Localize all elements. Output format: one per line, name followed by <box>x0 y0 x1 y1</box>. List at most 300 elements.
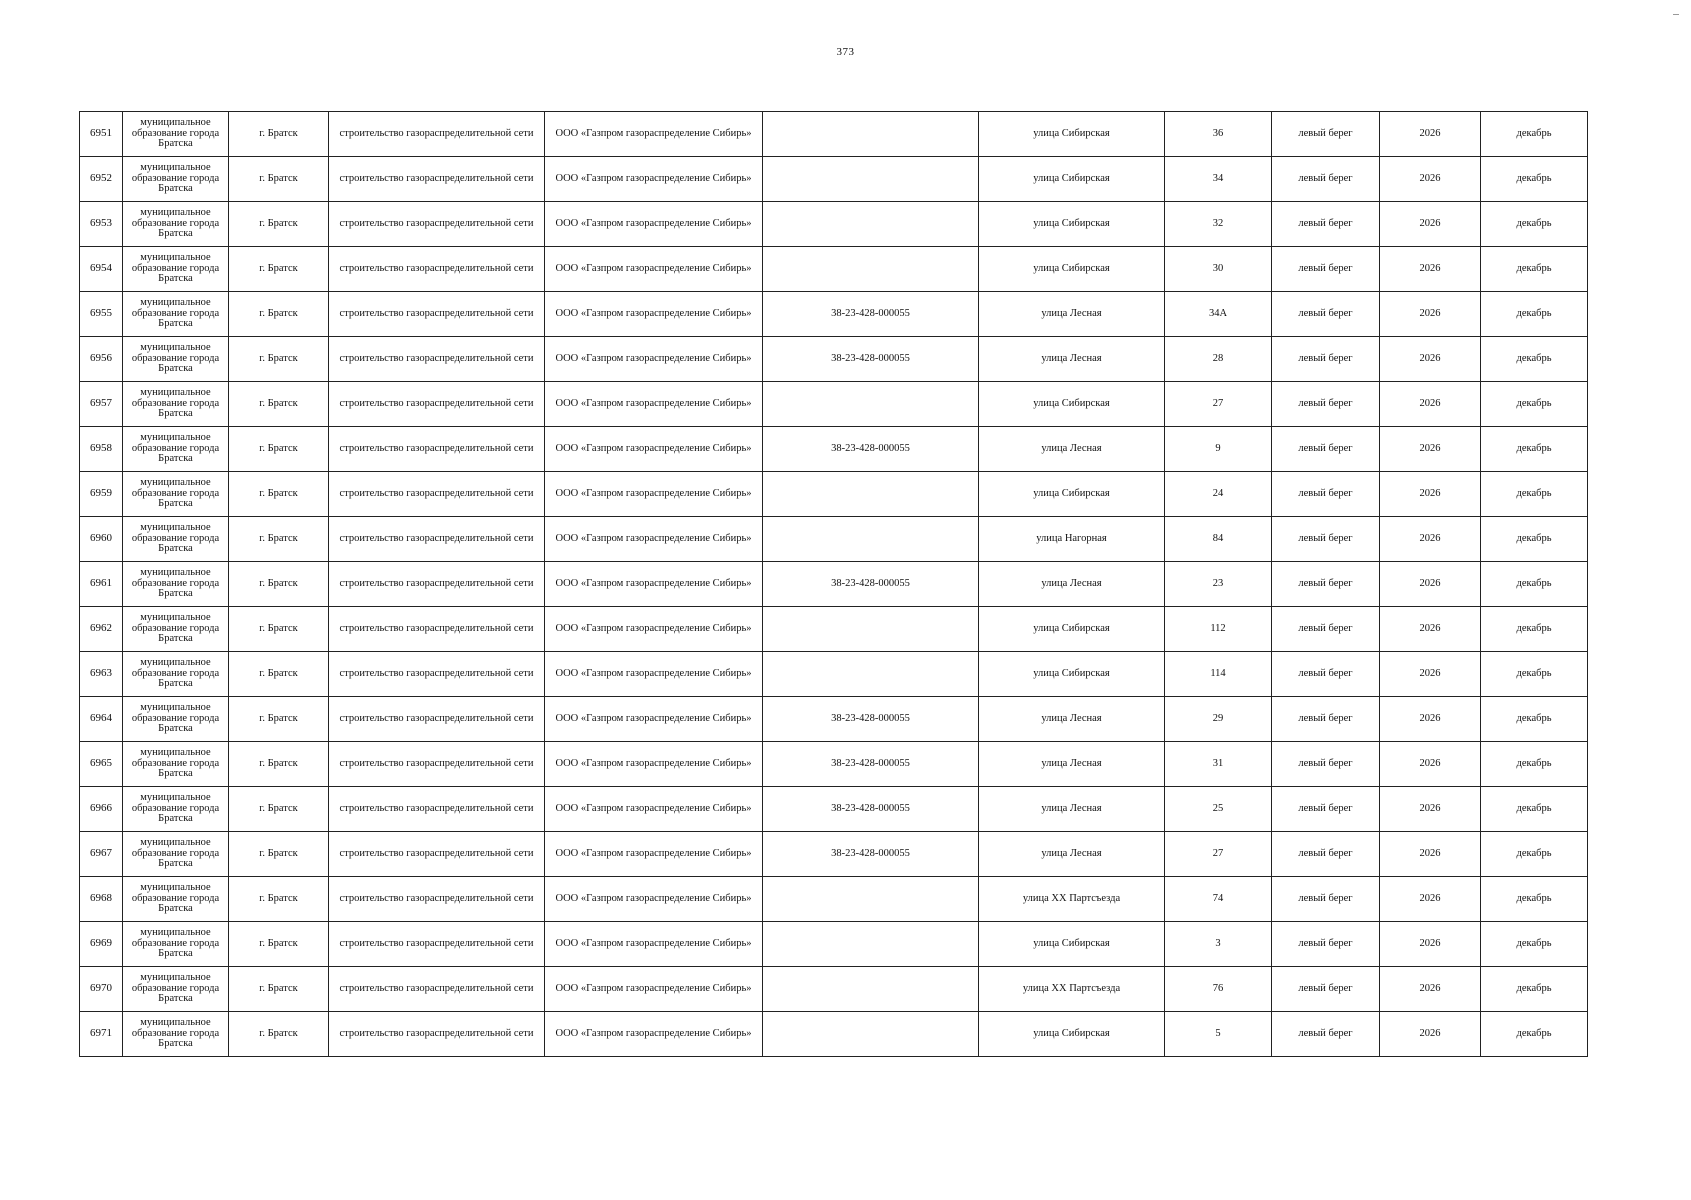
municipality-cell <box>123 1012 229 1057</box>
month-cell: декабрь <box>1481 247 1588 292</box>
organization-cell: ООО «Газпром газораспределение Сибирь» <box>545 472 763 517</box>
row-number-cell: 6954 <box>80 247 123 292</box>
registry-rows <box>80 112 1588 1057</box>
house-number-cell: 28 <box>1165 337 1272 382</box>
municipality-line: образование города <box>131 622 220 634</box>
municipality-line: Братска <box>158 183 193 195</box>
month-cell: декабрь <box>1481 382 1588 427</box>
municipality-cell <box>123 607 229 652</box>
month-cell: декабрь <box>1481 787 1588 832</box>
table-row <box>80 697 1588 742</box>
year-cell: 2026 <box>1380 427 1481 472</box>
municipality-line: муниципальное <box>140 296 211 308</box>
work-type-cell: строительство газораспределительной сети <box>329 967 545 1012</box>
zone-cell: левый берег <box>1272 292 1380 337</box>
work-type-cell: строительство газораспределительной сети <box>329 112 545 157</box>
table-row <box>80 1012 1588 1057</box>
year-cell: 2026 <box>1380 697 1481 742</box>
year-cell: 2026 <box>1380 562 1481 607</box>
zone-cell: левый берег <box>1272 832 1380 877</box>
municipality-line: муниципальное <box>140 251 211 263</box>
organization-cell: ООО «Газпром газораспределение Сибирь» <box>545 157 763 202</box>
month-cell: декабрь <box>1481 742 1588 787</box>
municipality-cell <box>123 652 229 697</box>
municipality-line: образование города <box>131 397 220 409</box>
municipality-line: муниципальное <box>140 1016 211 1028</box>
year-cell: 2026 <box>1380 1012 1481 1057</box>
municipality-line: образование города <box>131 757 220 769</box>
municipality-line: муниципальное <box>140 566 211 578</box>
organization-cell: ООО «Газпром газораспределение Сибирь» <box>545 922 763 967</box>
street-cell: улица Лесная <box>979 787 1165 832</box>
municipality-cell <box>123 247 229 292</box>
street-cell: улица Сибирская <box>979 1012 1165 1057</box>
municipality-cell <box>123 832 229 877</box>
municipality-line: Братска <box>158 408 193 420</box>
municipality-line: Братска <box>158 993 193 1005</box>
municipality-line: образование города <box>131 442 220 454</box>
organization-cell: ООО «Газпром газораспределение Сибирь» <box>545 112 763 157</box>
municipality-line: Братска <box>158 723 193 735</box>
year-cell: 2026 <box>1380 202 1481 247</box>
municipality-cell <box>123 877 229 922</box>
municipality-cell <box>123 337 229 382</box>
cadastral-number-cell: 38-23-428-000055 <box>763 787 979 832</box>
cadastral-number-cell: 38-23-428-000055 <box>763 697 979 742</box>
house-number-cell: 34А <box>1165 292 1272 337</box>
table-row <box>80 652 1588 697</box>
cadastral-number-cell <box>763 112 979 157</box>
year-cell: 2026 <box>1380 517 1481 562</box>
month-cell: декабрь <box>1481 922 1588 967</box>
municipality-cell <box>123 517 229 562</box>
house-number-cell: 29 <box>1165 697 1272 742</box>
month-cell: декабрь <box>1481 607 1588 652</box>
month-cell: декабрь <box>1481 202 1588 247</box>
zone-cell: левый берег <box>1272 382 1380 427</box>
municipality-cell <box>123 157 229 202</box>
table-row <box>80 787 1588 832</box>
zone-cell: левый берег <box>1272 967 1380 1012</box>
organization-cell: ООО «Газпром газораспределение Сибирь» <box>545 337 763 382</box>
table-row <box>80 247 1588 292</box>
zone-cell: левый берег <box>1272 562 1380 607</box>
month-cell: декабрь <box>1481 1012 1588 1057</box>
month-cell: декабрь <box>1481 517 1588 562</box>
year-cell: 2026 <box>1380 337 1481 382</box>
row-number-cell: 6961 <box>80 562 123 607</box>
municipality-line: Братска <box>158 903 193 915</box>
street-cell: улица XX Партсъезда <box>979 967 1165 1012</box>
cadastral-number-cell <box>763 472 979 517</box>
cadastral-number-cell: 38-23-428-000055 <box>763 427 979 472</box>
zone-cell: левый берег <box>1272 157 1380 202</box>
organization-cell: ООО «Газпром газораспределение Сибирь» <box>545 517 763 562</box>
street-cell: улица Нагорная <box>979 517 1165 562</box>
row-number-cell: 6952 <box>80 157 123 202</box>
cadastral-number-cell: 38-23-428-000055 <box>763 337 979 382</box>
table-row <box>80 472 1588 517</box>
row-number-cell: 6962 <box>80 607 123 652</box>
municipality-line: образование города <box>131 532 220 544</box>
municipality-line: муниципальное <box>140 521 211 533</box>
zone-cell: левый берег <box>1272 787 1380 832</box>
row-number-cell: 6963 <box>80 652 123 697</box>
table-row <box>80 517 1588 562</box>
cadastral-number-cell <box>763 877 979 922</box>
work-type-cell: строительство газораспределительной сети <box>329 607 545 652</box>
work-type-cell: строительство газораспределительной сети <box>329 292 545 337</box>
month-cell: декабрь <box>1481 652 1588 697</box>
municipality-line: муниципальное <box>140 386 211 398</box>
row-number-cell: 6958 <box>80 427 123 472</box>
work-type-cell: строительство газораспределительной сети <box>329 562 545 607</box>
table-row <box>80 742 1588 787</box>
month-cell: декабрь <box>1481 472 1588 517</box>
table-row <box>80 427 1588 472</box>
page-number: 373 <box>836 46 855 58</box>
house-number-cell: 76 <box>1165 967 1272 1012</box>
row-number-cell: 6967 <box>80 832 123 877</box>
house-number-cell: 9 <box>1165 427 1272 472</box>
municipality-line: Братска <box>158 228 193 240</box>
municipality-cell <box>123 112 229 157</box>
city-cell: г. Братск <box>229 787 329 832</box>
municipality-line: Братска <box>158 453 193 465</box>
house-number-cell: 114 <box>1165 652 1272 697</box>
year-cell: 2026 <box>1380 787 1481 832</box>
cadastral-number-cell: 38-23-428-000055 <box>763 292 979 337</box>
municipality-line: Братска <box>158 633 193 645</box>
month-cell: декабрь <box>1481 967 1588 1012</box>
municipality-line: Братска <box>158 588 193 600</box>
house-number-cell: 112 <box>1165 607 1272 652</box>
street-cell: улица Сибирская <box>979 157 1165 202</box>
organization-cell: ООО «Газпром газораспределение Сибирь» <box>545 742 763 787</box>
cadastral-number-cell <box>763 202 979 247</box>
year-cell: 2026 <box>1380 742 1481 787</box>
city-cell: г. Братск <box>229 877 329 922</box>
organization-cell: ООО «Газпром газораспределение Сибирь» <box>545 562 763 607</box>
table-row <box>80 292 1588 337</box>
work-type-cell: строительство газораспределительной сети <box>329 202 545 247</box>
house-number-cell: 3 <box>1165 922 1272 967</box>
cadastral-number-cell <box>763 967 979 1012</box>
municipality-line: муниципальное <box>140 476 211 488</box>
zone-cell: левый берег <box>1272 472 1380 517</box>
year-cell: 2026 <box>1380 472 1481 517</box>
row-number-cell: 6971 <box>80 1012 123 1057</box>
zone-cell: левый берег <box>1272 697 1380 742</box>
row-number-cell: 6960 <box>80 517 123 562</box>
house-number-cell: 24 <box>1165 472 1272 517</box>
cadastral-number-cell <box>763 517 979 562</box>
house-number-cell: 5 <box>1165 1012 1272 1057</box>
table-row <box>80 382 1588 427</box>
municipality-line: муниципальное <box>140 611 211 623</box>
street-cell: улица Сибирская <box>979 202 1165 247</box>
house-number-cell: 25 <box>1165 787 1272 832</box>
cadastral-number-cell <box>763 607 979 652</box>
row-number-cell: 6956 <box>80 337 123 382</box>
cadastral-number-cell <box>763 382 979 427</box>
municipality-line: Братска <box>158 543 193 555</box>
row-number-cell: 6955 <box>80 292 123 337</box>
municipality-line: Братска <box>158 498 193 510</box>
street-cell: улица Лесная <box>979 742 1165 787</box>
municipality-cell <box>123 427 229 472</box>
city-cell: г. Братск <box>229 337 329 382</box>
organization-cell: ООО «Газпром газораспределение Сибирь» <box>545 292 763 337</box>
registry-table <box>79 111 1588 1057</box>
year-cell: 2026 <box>1380 967 1481 1012</box>
table-row <box>80 967 1588 1012</box>
house-number-cell: 34 <box>1165 157 1272 202</box>
table-row <box>80 337 1588 382</box>
organization-cell: ООО «Газпром газораспределение Сибирь» <box>545 607 763 652</box>
municipality-cell <box>123 742 229 787</box>
work-type-cell: строительство газораспределительной сети <box>329 697 545 742</box>
city-cell: г. Братск <box>229 1012 329 1057</box>
work-type-cell: строительство газораспределительной сети <box>329 832 545 877</box>
city-cell: г. Братск <box>229 202 329 247</box>
organization-cell: ООО «Газпром газораспределение Сибирь» <box>545 1012 763 1057</box>
cadastral-number-cell: 38-23-428-000055 <box>763 742 979 787</box>
cadastral-number-cell <box>763 922 979 967</box>
municipality-line: образование города <box>131 937 220 949</box>
municipality-line: образование города <box>131 667 220 679</box>
zone-cell: левый берег <box>1272 337 1380 382</box>
municipality-line: Братска <box>158 363 193 375</box>
street-cell: улица Лесная <box>979 697 1165 742</box>
municipality-cell <box>123 202 229 247</box>
municipality-cell <box>123 787 229 832</box>
month-cell: декабрь <box>1481 112 1588 157</box>
organization-cell: ООО «Газпром газораспределение Сибирь» <box>545 967 763 1012</box>
city-cell: г. Братск <box>229 562 329 607</box>
month-cell: декабрь <box>1481 427 1588 472</box>
street-cell: улица Сибирская <box>979 472 1165 517</box>
zone-cell: левый берег <box>1272 112 1380 157</box>
municipality-line: Братска <box>158 813 193 825</box>
table-row <box>80 157 1588 202</box>
municipality-line: Братска <box>158 1038 193 1050</box>
municipality-line: Братска <box>158 273 193 285</box>
organization-cell: ООО «Газпром газораспределение Сибирь» <box>545 427 763 472</box>
municipality-line: Братска <box>158 138 193 150</box>
street-cell: улица XX Партсъезда <box>979 877 1165 922</box>
city-cell: г. Братск <box>229 247 329 292</box>
organization-cell: ООО «Газпром газораспределение Сибирь» <box>545 787 763 832</box>
zone-cell: левый берег <box>1272 517 1380 562</box>
municipality-line: образование города <box>131 1027 220 1039</box>
street-cell: улица Лесная <box>979 292 1165 337</box>
table-row <box>80 922 1588 967</box>
city-cell: г. Братск <box>229 382 329 427</box>
month-cell: декабрь <box>1481 562 1588 607</box>
table-row <box>80 112 1588 157</box>
street-cell: улица Сибирская <box>979 247 1165 292</box>
city-cell: г. Братск <box>229 697 329 742</box>
municipality-line: Братска <box>158 858 193 870</box>
year-cell: 2026 <box>1380 652 1481 697</box>
municipality-line: образование города <box>131 487 220 499</box>
work-type-cell: строительство газораспределительной сети <box>329 427 545 472</box>
municipality-line: Братска <box>158 678 193 690</box>
zone-cell: левый берег <box>1272 607 1380 652</box>
street-cell: улица Лесная <box>979 832 1165 877</box>
municipality-line: муниципальное <box>140 206 211 218</box>
municipality-line: образование города <box>131 262 220 274</box>
municipality-line: образование города <box>131 982 220 994</box>
table-row <box>80 607 1588 652</box>
municipality-cell <box>123 697 229 742</box>
street-cell: улица Сибирская <box>979 607 1165 652</box>
year-cell: 2026 <box>1380 877 1481 922</box>
work-type-cell: строительство газораспределительной сети <box>329 157 545 202</box>
municipality-line: муниципальное <box>140 836 211 848</box>
table-row <box>80 202 1588 247</box>
street-cell: улица Сибирская <box>979 382 1165 427</box>
row-number-cell: 6953 <box>80 202 123 247</box>
street-cell: улица Лесная <box>979 562 1165 607</box>
year-cell: 2026 <box>1380 112 1481 157</box>
city-cell: г. Братск <box>229 832 329 877</box>
work-type-cell: строительство газораспределительной сети <box>329 922 545 967</box>
municipality-line: муниципальное <box>140 881 211 893</box>
scan-artifact <box>1673 14 1679 15</box>
work-type-cell: строительство газораспределительной сети <box>329 247 545 292</box>
municipality-line: образование города <box>131 892 220 904</box>
month-cell: декабрь <box>1481 832 1588 877</box>
table-row <box>80 562 1588 607</box>
zone-cell: левый берег <box>1272 922 1380 967</box>
cadastral-number-cell <box>763 1012 979 1057</box>
street-cell: улица Сибирская <box>979 112 1165 157</box>
municipality-line: образование города <box>131 802 220 814</box>
city-cell: г. Братск <box>229 517 329 562</box>
month-cell: декабрь <box>1481 292 1588 337</box>
zone-cell: левый берег <box>1272 202 1380 247</box>
city-cell: г. Братск <box>229 427 329 472</box>
zone-cell: левый берег <box>1272 742 1380 787</box>
organization-cell: ООО «Газпром газораспределение Сибирь» <box>545 247 763 292</box>
house-number-cell: 27 <box>1165 832 1272 877</box>
municipality-cell <box>123 292 229 337</box>
cadastral-number-cell: 38-23-428-000055 <box>763 562 979 607</box>
municipality-line: муниципальное <box>140 791 211 803</box>
street-cell: улица Сибирская <box>979 652 1165 697</box>
municipality-line: Братска <box>158 768 193 780</box>
work-type-cell: строительство газораспределительной сети <box>329 337 545 382</box>
row-number-cell: 6970 <box>80 967 123 1012</box>
work-type-cell: строительство газораспределительной сети <box>329 877 545 922</box>
house-number-cell: 84 <box>1165 517 1272 562</box>
organization-cell: ООО «Газпром газораспределение Сибирь» <box>545 382 763 427</box>
work-type-cell: строительство газораспределительной сети <box>329 382 545 427</box>
street-cell: улица Сибирская <box>979 922 1165 967</box>
municipality-line: образование города <box>131 847 220 859</box>
organization-cell: ООО «Газпром газораспределение Сибирь» <box>545 877 763 922</box>
street-cell: улица Лесная <box>979 427 1165 472</box>
street-cell: улица Лесная <box>979 337 1165 382</box>
city-cell: г. Братск <box>229 922 329 967</box>
city-cell: г. Братск <box>229 292 329 337</box>
zone-cell: левый берег <box>1272 247 1380 292</box>
row-number-cell: 6965 <box>80 742 123 787</box>
cadastral-number-cell <box>763 247 979 292</box>
zone-cell: левый берег <box>1272 427 1380 472</box>
organization-cell: ООО «Газпром газораспределение Сибирь» <box>545 697 763 742</box>
organization-cell: ООО «Газпром газораспределение Сибирь» <box>545 652 763 697</box>
work-type-cell: строительство газораспределительной сети <box>329 1012 545 1057</box>
row-number-cell: 6966 <box>80 787 123 832</box>
year-cell: 2026 <box>1380 157 1481 202</box>
city-cell: г. Братск <box>229 967 329 1012</box>
municipality-line: муниципальное <box>140 746 211 758</box>
municipality-line: муниципальное <box>140 971 211 983</box>
month-cell: декабрь <box>1481 697 1588 742</box>
row-number-cell: 6969 <box>80 922 123 967</box>
year-cell: 2026 <box>1380 247 1481 292</box>
work-type-cell: строительство газораспределительной сети <box>329 472 545 517</box>
house-number-cell: 31 <box>1165 742 1272 787</box>
municipality-line: образование города <box>131 127 220 139</box>
city-cell: г. Братск <box>229 112 329 157</box>
city-cell: г. Братск <box>229 742 329 787</box>
municipality-line: образование города <box>131 712 220 724</box>
municipality-line: образование города <box>131 217 220 229</box>
row-number-cell: 6957 <box>80 382 123 427</box>
city-cell: г. Братск <box>229 472 329 517</box>
house-number-cell: 30 <box>1165 247 1272 292</box>
city-cell: г. Братск <box>229 607 329 652</box>
zone-cell: левый берег <box>1272 877 1380 922</box>
month-cell: декабрь <box>1481 157 1588 202</box>
row-number-cell: 6968 <box>80 877 123 922</box>
row-number-cell: 6951 <box>80 112 123 157</box>
municipality-line: образование города <box>131 172 220 184</box>
house-number-cell: 36 <box>1165 112 1272 157</box>
year-cell: 2026 <box>1380 292 1481 337</box>
municipality-line: образование города <box>131 352 220 364</box>
row-number-cell: 6959 <box>80 472 123 517</box>
year-cell: 2026 <box>1380 607 1481 652</box>
cadastral-number-cell <box>763 652 979 697</box>
organization-cell: ООО «Газпром газораспределение Сибирь» <box>545 202 763 247</box>
cadastral-number-cell <box>763 157 979 202</box>
year-cell: 2026 <box>1380 382 1481 427</box>
municipality-cell <box>123 922 229 967</box>
municipality-cell <box>123 382 229 427</box>
row-number-cell: 6964 <box>80 697 123 742</box>
organization-cell: ООО «Газпром газораспределение Сибирь» <box>545 832 763 877</box>
municipality-cell <box>123 472 229 517</box>
zone-cell: левый берег <box>1272 652 1380 697</box>
municipality-line: муниципальное <box>140 161 211 173</box>
municipality-line: Братска <box>158 948 193 960</box>
table-row <box>80 832 1588 877</box>
municipality-line: образование города <box>131 577 220 589</box>
house-number-cell: 27 <box>1165 382 1272 427</box>
work-type-cell: строительство газораспределительной сети <box>329 787 545 832</box>
house-number-cell: 23 <box>1165 562 1272 607</box>
work-type-cell: строительство газораспределительной сети <box>329 517 545 562</box>
cadastral-number-cell: 38-23-428-000055 <box>763 832 979 877</box>
year-cell: 2026 <box>1380 832 1481 877</box>
municipality-line: муниципальное <box>140 431 211 443</box>
city-cell: г. Братск <box>229 652 329 697</box>
